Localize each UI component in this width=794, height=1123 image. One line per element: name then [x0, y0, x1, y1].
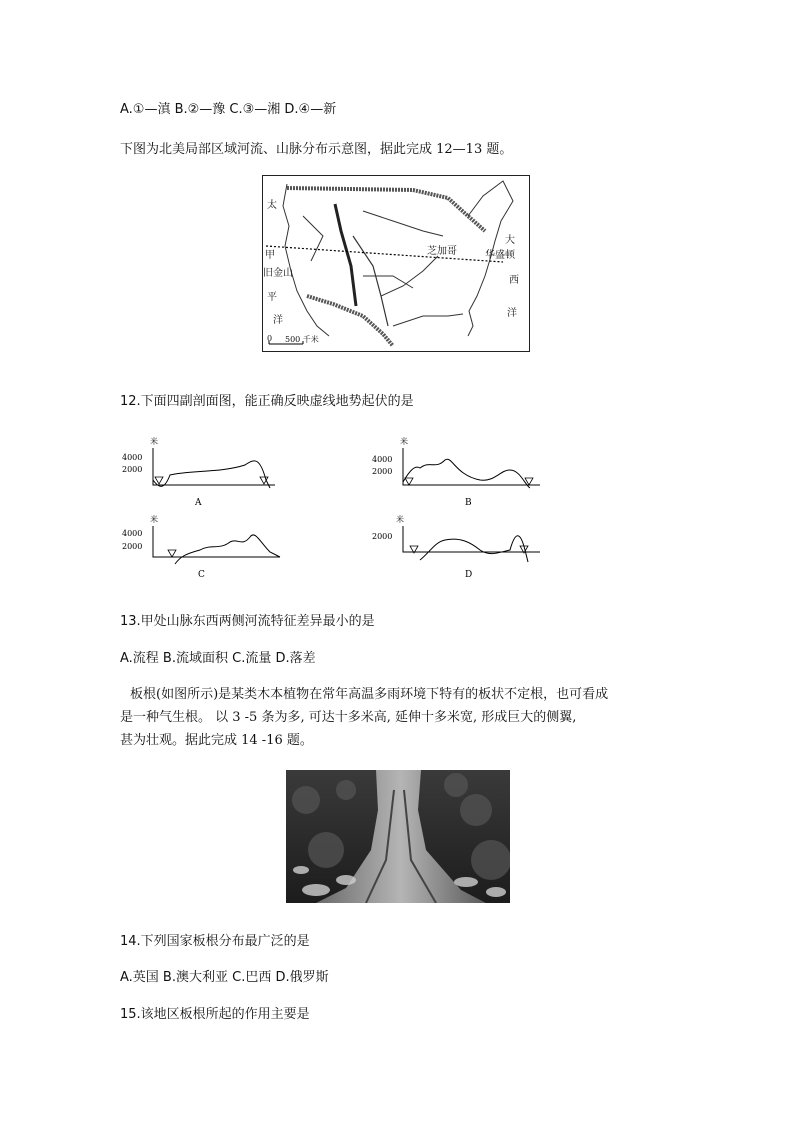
profile-a-tick-4000: 4000	[122, 453, 143, 462]
profile-c	[122, 514, 280, 580]
q15: 15.该地区板根所起的作用主要是	[120, 1007, 310, 1022]
profile-c-label: C	[198, 570, 205, 580]
map-label-washington: 华盛顿	[485, 250, 515, 261]
map-label-tai: 太	[267, 200, 277, 211]
map-label-ping: 平	[267, 292, 277, 303]
map-label-yang: 洋	[273, 315, 283, 326]
profile-a	[122, 436, 275, 508]
buttress-root-photo	[286, 770, 510, 903]
intro-12-13: 下图为北美局部区域河流、山脉分布示意图，据此完成 12—13 题。	[120, 142, 513, 157]
profile-b-tick-4000: 4000	[372, 455, 393, 464]
q12: 12.下面四副剖面图，能正确反映虚线地势起伏的是	[120, 394, 414, 409]
map-label-xi: 西	[509, 275, 519, 286]
map-label-sf: 旧金山	[263, 268, 293, 279]
profile-diagrams	[120, 430, 580, 590]
map-label-da: 大	[505, 235, 515, 246]
passage-line-3: 甚为壮观。据此完成 14 -16 题。	[120, 733, 313, 748]
q13: 13.甲处山脉东西两侧河流特征差异最小的是	[120, 614, 375, 629]
q13-options: A.流程 B.流域面积 C.流量 D.落差	[120, 651, 316, 666]
profile-b-tick-2000: 2000	[372, 467, 393, 476]
q14: 14.下列国家板根分布最广泛的是	[120, 934, 310, 949]
profile-d-tick-2000: 2000	[372, 532, 393, 541]
map-label-xiyang: 洋	[507, 308, 517, 319]
profile-a-label: A	[195, 498, 202, 508]
q14-options: A.英国 B.澳大利亚 C.巴西 D.俄罗斯	[120, 970, 329, 985]
profile-c-unit: 米	[150, 515, 158, 524]
profile-d-unit: 米	[396, 515, 404, 524]
profile-a-unit: 米	[150, 437, 158, 446]
passage-14-16	[120, 683, 680, 752]
profile-b-unit: 米	[400, 437, 408, 446]
profile-c-tick-2000: 2000	[122, 542, 143, 551]
profile-a-tick-2000: 2000	[122, 465, 143, 474]
map-scale-zero: 0	[267, 334, 273, 343]
north-america-map	[262, 175, 530, 352]
passage-line-2: 是一种气生根。 以 3 -5 条为多, 可达十多米高, 延伸十多米宽, 形成巨大的侧翼,	[120, 710, 577, 725]
passage-line-1: 板根(如图所示)是某类木本植物在常年高温多雨环境下特有的板状不定根，也可看成	[130, 687, 609, 702]
map-label-chicago: 芝加哥	[427, 246, 457, 257]
q11-options: A.①—滇 B.②—豫 C.③—湘 D.④—新	[120, 102, 337, 117]
map-label-jia: 甲	[265, 250, 275, 261]
profile-b-label: B	[465, 498, 472, 508]
profile-d-label: D	[465, 570, 473, 580]
profile-c-tick-4000: 4000	[122, 529, 143, 538]
profile-b	[372, 436, 540, 508]
map-drawing	[263, 176, 528, 350]
map-scale-label: 500 千米	[285, 335, 319, 344]
profile-d	[372, 514, 540, 580]
